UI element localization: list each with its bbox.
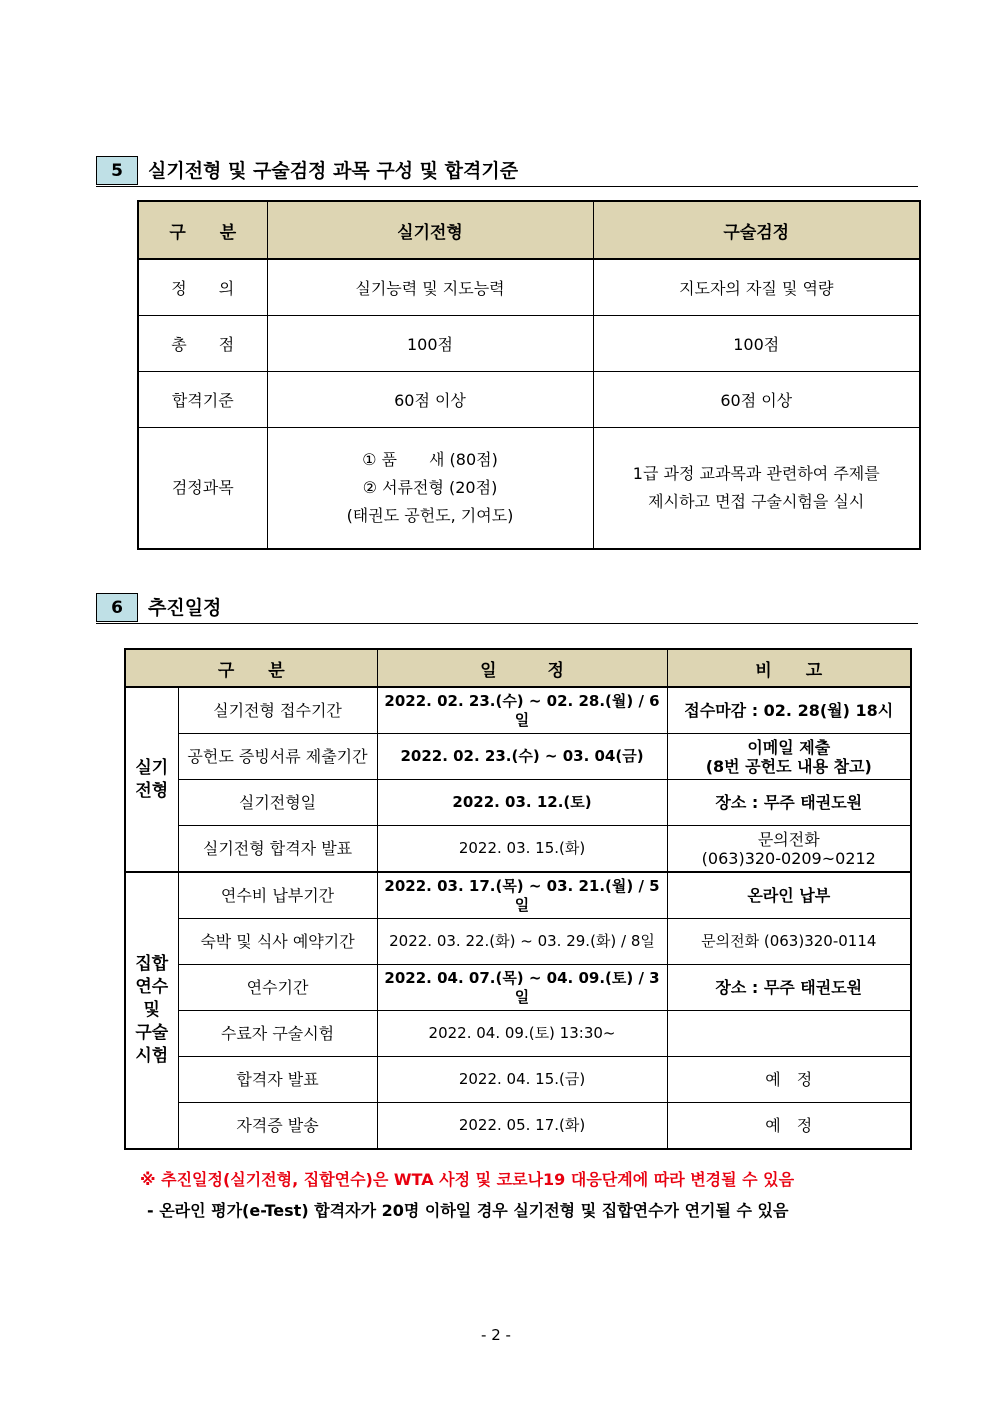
row-label: 정 의: [138, 259, 267, 316]
practical-cell: 60점 이상: [267, 372, 593, 428]
section-number: 6: [96, 593, 138, 622]
note-cell: 예 정: [667, 1057, 911, 1103]
col-header-oral: 구술검정: [593, 201, 920, 259]
table-row: [125, 687, 911, 734]
schedule-cell: 2022. 04. 15.(금): [377, 1057, 667, 1103]
note-cell: [667, 1011, 911, 1057]
schedule-cell: 2022. 04. 09.(토) 13:30~: [377, 1011, 667, 1057]
schedule-cell: 2022. 04. 07.(목) ~ 04. 09.(토) / 3일: [377, 965, 667, 1011]
col-header-note: 비 고: [667, 649, 911, 687]
section-6-heading: [96, 593, 918, 624]
table-row: [125, 1011, 911, 1057]
col-header-schedule: 일 정: [377, 649, 667, 687]
table-row: [125, 1057, 911, 1103]
criteria-table: [137, 200, 921, 550]
table-row: [138, 428, 920, 550]
note-cell: 장소 : 무주 태권도원: [667, 780, 911, 826]
schedule-cell: 2022. 03. 12.(토): [377, 780, 667, 826]
note-cell: 이메일 제출 (8번 공헌도 내용 참고): [667, 734, 911, 780]
table-header-row: [125, 649, 911, 687]
note-cell: 예 정: [667, 1103, 911, 1150]
table-header-row: [138, 201, 920, 259]
postpone-notice: - 온라인 평가(e-Test) 합격자가 20명 이하일 경우 실기전형 및 집합연수가 연기될 수 있음: [147, 1201, 789, 1220]
table-row: [125, 872, 911, 919]
subject-line: 1급 과정 교과목과 관련하여 주제를: [632, 464, 880, 483]
section-title: 실기전형 및 구술검정 과목 구성 및 합격기준: [148, 160, 519, 182]
oral-cell: 지도자의 자질 및 역량: [593, 259, 920, 316]
col-header-category: 구 분: [138, 201, 267, 259]
table-row: [125, 734, 911, 780]
practical-cell: 실기능력 및 지도능력: [267, 259, 593, 316]
item-cell: 숙박 및 식사 예약기간: [178, 919, 377, 965]
subject-line: ① 품 새 (80점): [362, 450, 498, 469]
note-cell: 접수마감 : 02. 28(월) 18시: [667, 687, 911, 734]
section-5-heading: [96, 156, 918, 187]
subject-line: 제시하고 면접 구술시험을 실시: [648, 492, 865, 511]
row-label: 총 점: [138, 316, 267, 372]
item-cell: 합격자 발표: [178, 1057, 377, 1103]
schedule-cell: 2022. 03. 22.(화) ~ 03. 29.(화) / 8일: [377, 919, 667, 965]
table-row: [125, 780, 911, 826]
schedule-table: [124, 648, 912, 1150]
col-header-practical: 실기전형: [267, 201, 593, 259]
note-cell: 문의전화 (063)320-0114: [667, 919, 911, 965]
schedule-cell: 2022. 02. 23.(수) ~ 03. 04(금): [377, 734, 667, 780]
item-cell: 실기전형일: [178, 780, 377, 826]
group-label-practical: 실기 전형: [125, 687, 178, 872]
oral-subjects-cell: [593, 428, 920, 550]
section-number: 5: [96, 156, 138, 185]
group-label-training: 집합 연수 및 구술 시험: [125, 872, 178, 1149]
subject-line: (태권도 공헌도, 기여도): [346, 506, 514, 525]
row-label: 검정과목: [138, 428, 267, 550]
table-row: [125, 826, 911, 873]
page-number: - 2 -: [481, 1326, 511, 1344]
schedule-change-notice: ※ 추진일정(실기전형, 집합연수)은 WTA 사정 및 코로나19 대응단계에 따라 변경될 수 있음: [140, 1170, 795, 1189]
item-cell: 연수기간: [178, 965, 377, 1011]
practical-subjects-cell: [267, 428, 593, 550]
oral-cell: 60점 이상: [593, 372, 920, 428]
table-row: [138, 372, 920, 428]
table-row: [125, 965, 911, 1011]
section-title: 추진일정: [148, 597, 222, 619]
schedule-cell: 2022. 02. 23.(수) ~ 02. 28.(월) / 6일: [377, 687, 667, 734]
item-cell: 실기전형 합격자 발표: [178, 826, 377, 873]
practical-cell: 100점: [267, 316, 593, 372]
table-row: [138, 259, 920, 316]
table-row: [125, 1103, 911, 1150]
item-cell: 실기전형 접수기간: [178, 687, 377, 734]
note-cell: 장소 : 무주 태권도원: [667, 965, 911, 1011]
subject-line: ② 서류전형 (20점): [362, 478, 498, 497]
schedule-cell: 2022. 03. 17.(목) ~ 03. 21.(월) / 5일: [377, 872, 667, 919]
oral-cell: 100점: [593, 316, 920, 372]
note-cell: 온라인 납부: [667, 872, 911, 919]
col-header-category: 구 분: [125, 649, 377, 687]
item-cell: 수료자 구술시험: [178, 1011, 377, 1057]
item-cell: 연수비 납부기간: [178, 872, 377, 919]
item-cell: 공헌도 증빙서류 제출기간: [178, 734, 377, 780]
note-cell: 문의전화 (063)320-0209~0212: [667, 826, 911, 873]
table-row: [125, 919, 911, 965]
table-row: [138, 316, 920, 372]
row-label: 합격기준: [138, 372, 267, 428]
schedule-cell: 2022. 05. 17.(화): [377, 1103, 667, 1150]
item-cell: 자격증 발송: [178, 1103, 377, 1150]
schedule-cell: 2022. 03. 15.(화): [377, 826, 667, 873]
